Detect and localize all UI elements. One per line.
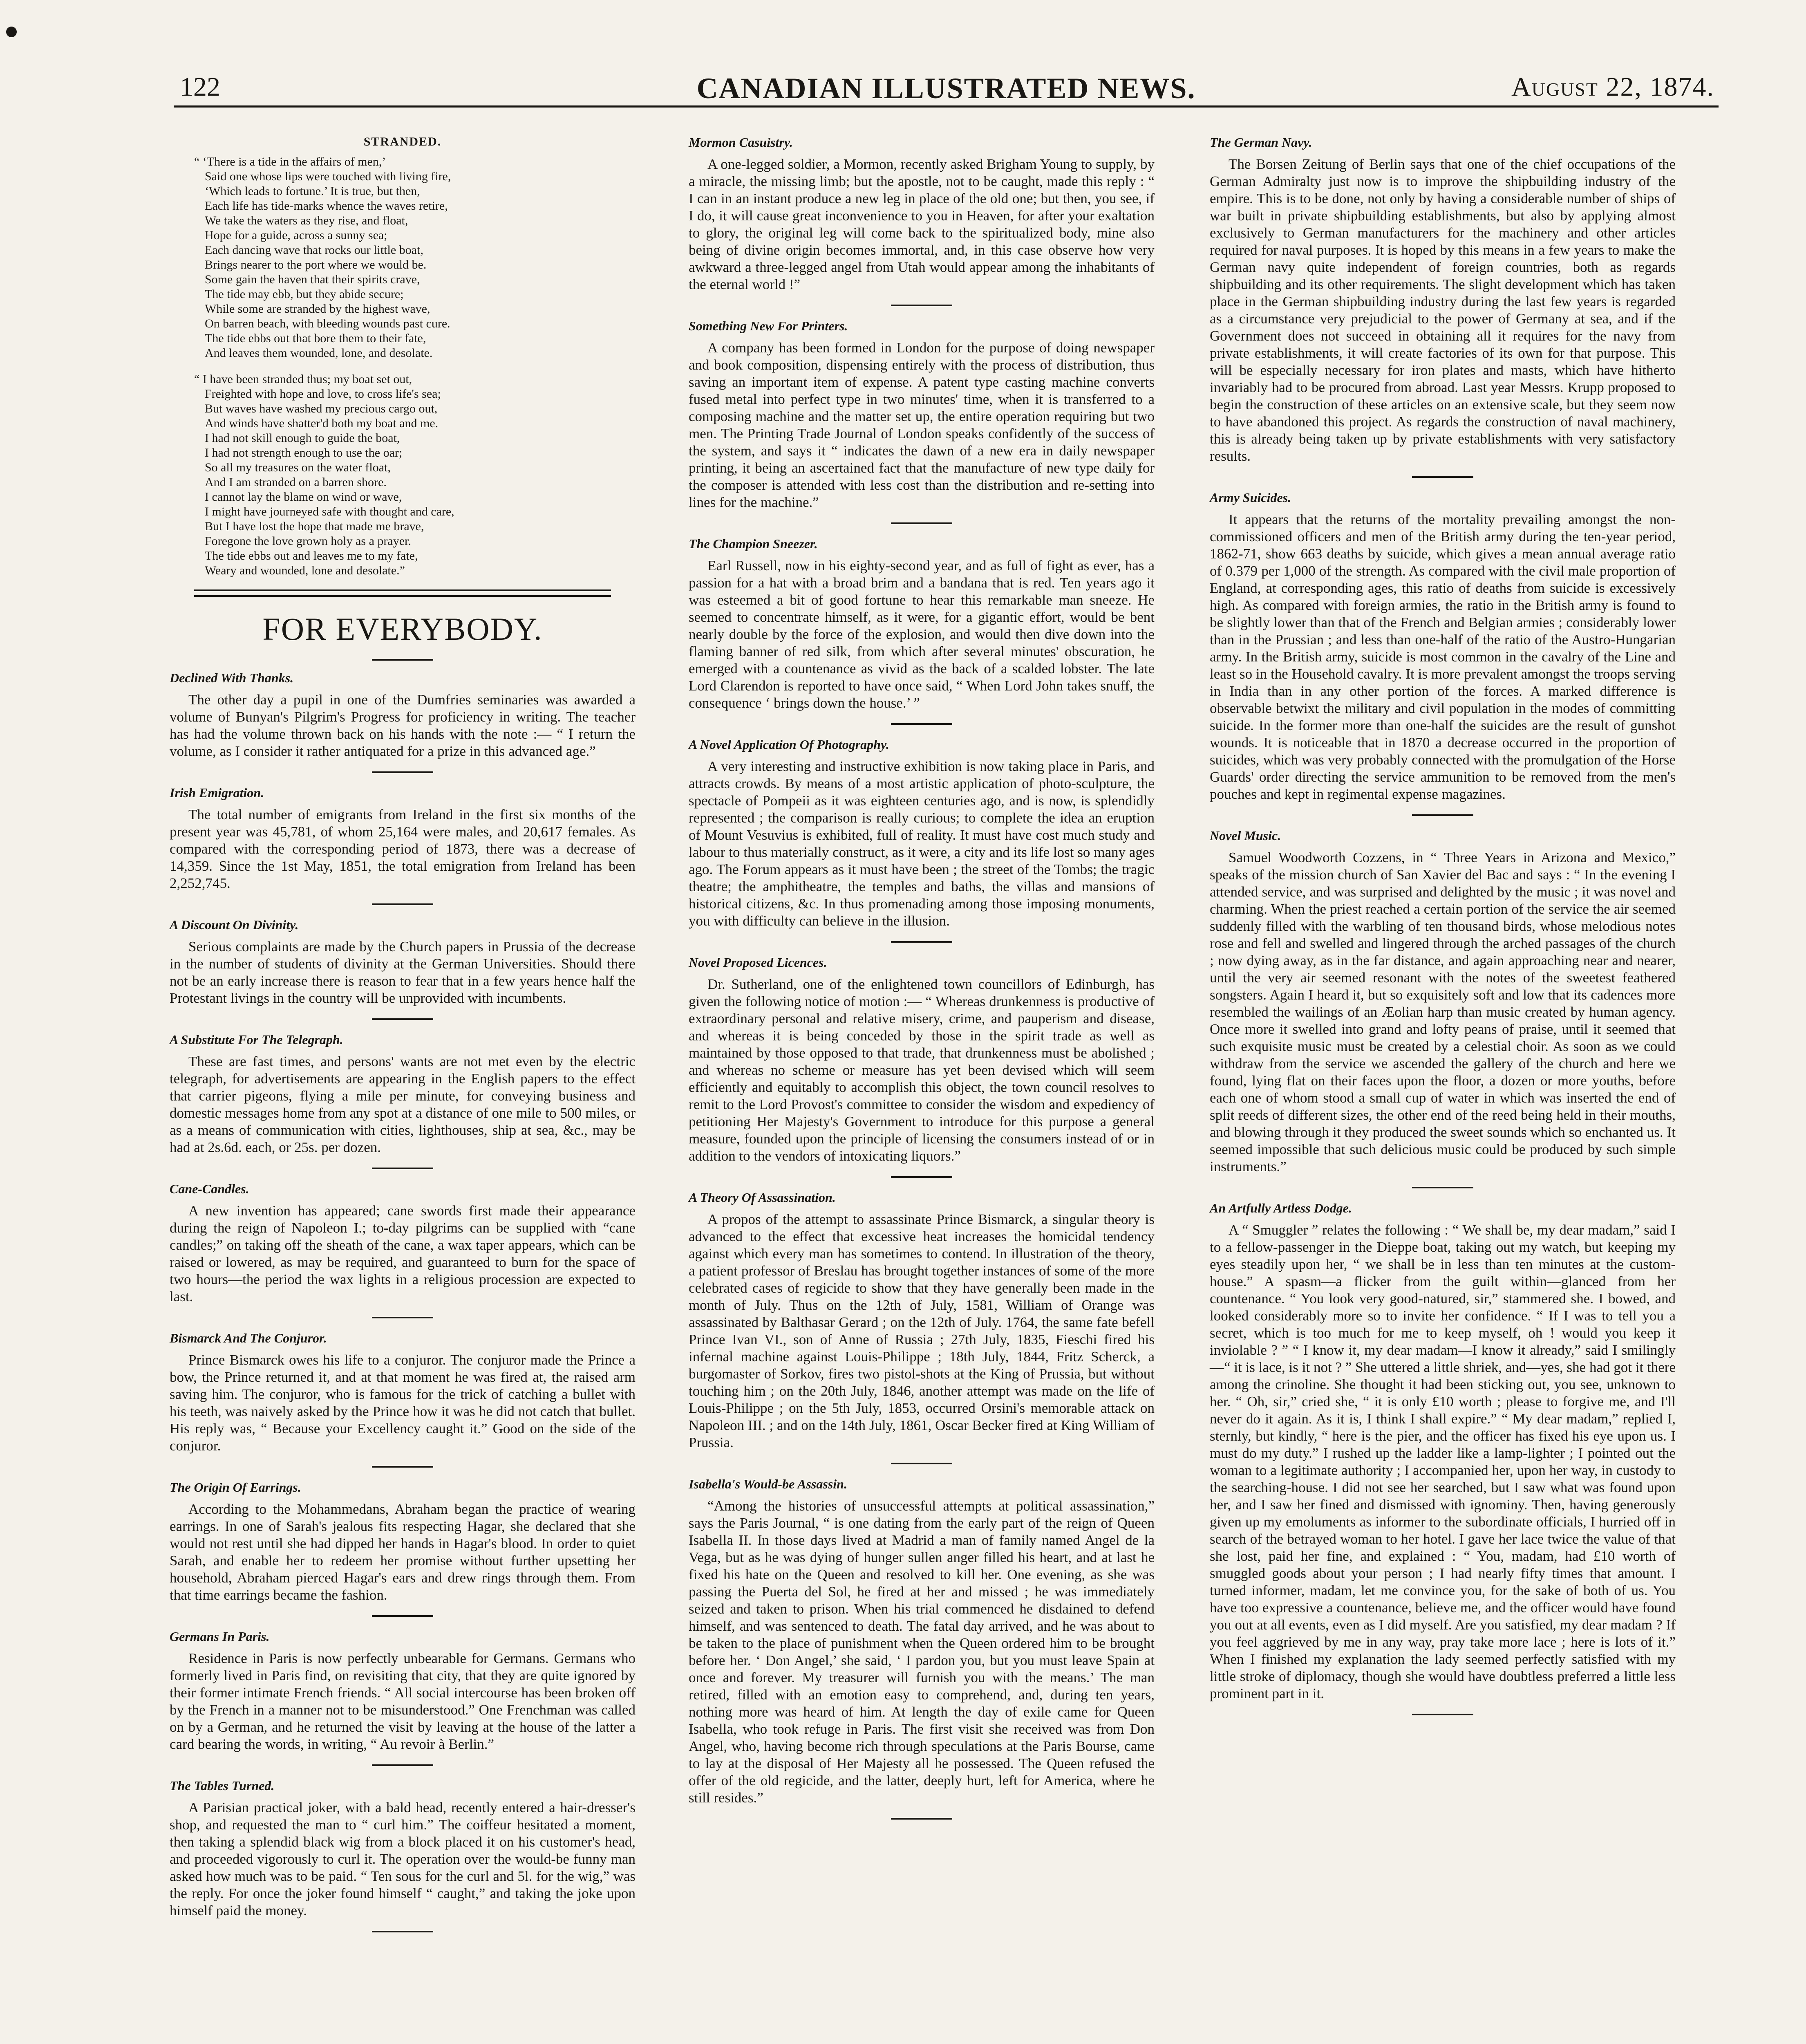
poem-line: Foregone the love grown holy as a prayer. [205, 534, 411, 548]
article-title: The Tables Turned. [170, 1778, 275, 1793]
rule [372, 1931, 433, 1932]
article [689, 1190, 1155, 1464]
column-2-articles [689, 135, 1155, 1820]
poem-line: And winds have shatter'd both my boat and me. [205, 417, 439, 430]
article-body: Prince Bismarck owes his life to a conjuror. The conjuror made the Prince a bow, the Prince returned it, and at that moment he was fired at, the raised arm saving him. The conjuror, who is famous for the trick of catching a bullet with his teeth, was naively asked by the Prince how it was he did not catch that bullet. His reply was, “ Because your Excellency caught it.” Good on the side of the conjuror. [170, 1352, 636, 1454]
poem-line: But I have lost the hope that made me brave, [205, 520, 424, 533]
article-body: “Among the histories of unsuccessful attempts at political assassination,” says the Paris Journal, “ is one dating from the early part of the reign of Queen Isabella II. In those days lived at Madrid a man of family named Angel de la Vega, but as he was dying of hunger sullen anger filled his heart, and at last he fixed his hate on the Queen and resolved to kill her. One evening, as she was passing the Puerta del Sol, he fired at her and missed ; he was immediately seized and taken to prison. When his trial commenced he disdained to defend himself, and was sentenced to death. The fatal day arrived, and he was about to be taken to the place of punishment when the Queen ordered him to be brought before her. ‘ Don Angel,’ she said, ‘ I pardon you, but you must leave Spain at once and forever. My treasurer will furnish you with the means.’ The man retired, filled with an emotion easy to comprehend, and, during ten years, nothing more was heard of him. At length the day of exile came for Queen Isabella, who took refuge in Paris. The first visit she received was from Don Angel, who, having become rich through speculations at the Paris Bourse, came to lay at the disposal of Her Majesty all he possessed. The Queen refused the offer of the old regicide, and the latter, deeply hurt, left for America, where he still resides.” [689, 1498, 1155, 1806]
rule [372, 1168, 433, 1169]
poem-line: Freighted with hope and love, to cross life's sea; [205, 387, 441, 401]
article [689, 1477, 1155, 1820]
article-body: Dr. Sutherland, one of the enlightened town councillors of Edinburgh, has given the following notice of motion :— “ Whereas drunkenness is productive of extraordinary personal and relative misery, crime, and pauperism and disease, and whereas it is being conceded by those in the spirit trade as well as maintained by those opposed to that trade, that drunkenness must be abolished ; and whereas no scheme or measure has yet been devised which will seem efficiently and equitably to accomplish this object, the town council resolves to remit to the Lord Provost's committee to consider the wisdom and expediency of petitioning Her Majesty's Government to introduce for this purpose a general measure, founded upon the principle of licensing the consumers instead of or in addition to the vendors of intoxicating liquors.” [689, 976, 1155, 1164]
page-number: 122 [180, 72, 220, 102]
poem-line: Hope for a guide, across a sunny sea; [205, 229, 387, 242]
poem-line: I had not strength enough to use the oar; [205, 446, 403, 459]
poem-line: While some are stranded by the highest wave, [205, 302, 430, 316]
rule [891, 1176, 952, 1178]
poem-title: STRANDED. [363, 135, 442, 148]
article-body: Earl Russell, now in his eighty-second year, and as full of fight as ever, has a passion for a hat with a broad brim and a bandana that is red. Ten years ago it was esteemed a bit of good fortune to hear this remarkable man sneeze. He seemed to concentrate himself, as it were, for a gigantic effort, would be bent nearly double by the force of the explosion, and would then dive down into the flaming banner of red silk, from which after several minutes' obscuration, he emerged with a countenance as vivid as the back of a scalded lobster. The late Lord Clarendon is reported to have once said, “ When Lord John takes snuff, the consequence ‘ brings down the house.’ ” [689, 558, 1155, 711]
article-title: Bismarck And The Conjuror. [170, 1331, 327, 1345]
rule [372, 1317, 433, 1318]
article-title: Isabella's Would-be Assassin. [689, 1477, 847, 1491]
article-body: Samuel Woodworth Cozzens, in “ Three Years in Arizona and Mexico,” speaks of the mission church of San Xavier del Bac and says : “ In the evening I attended service, and was surprised and delighted by the music ; it was novel and charming. When the priest reached a certain portion of the service the air seemed suddenly filled with the warbling of ten thousand birds, whose melodious notes rose and fell and swelled and lingered through the arched passages of the church ; now dying away, as in the far distance, and again approaching near and nearer, until the very air seemed resonant with the notes of the sweetest feathered songsters. Again I heard it, but so exquisitely soft and low that its cadences more resembled the wailings of an Æolian harp than music created by human agency. Once more it swelled into grand and lofty peans of praise, until it seemed that such exquisite music must be created by a celestial choir. As soon as we could withdraw from the service we ascended the gallery of the church and here we found, lying flat on their faces upon the floor, a dozen or more youths, before each one of whom stood a small cup of water in which was inserted the end of split reeds of different sizes, the other end of the reed being held in their mouths, and blowing through it they produced the sweet sounds which so enchanted us. It seemed impossible that such delicious music could be produced by such simple instruments.” [1210, 849, 1676, 1174]
article-body: A Parisian practical joker, with a bald head, recently entered a hair-dresser's shop, and requested the man to “ curl him.” The coiffeur hesitated a moment, then taking a splendid black wig from a block placed it on his customer's head, and proceeded vigorously to curl it. The operation over the would-be funny man asked how much was to be paid. “ Ten sous for the curl and 5l. for the wig,” was the reply. For once the joker found himself “ caught,” and taking the joke upon himself paid the money. [170, 1800, 636, 1918]
article-title: Mormon Casuistry. [689, 135, 793, 150]
article [689, 135, 1155, 306]
article-title: Declined With Thanks. [170, 670, 294, 685]
article-title: A Novel Application Of Photography. [689, 737, 889, 752]
rule [891, 1818, 952, 1820]
poem-line: And leaves them wounded, lone, and desolate. [205, 346, 433, 360]
column-3 [1210, 135, 1676, 1728]
column-1-articles [170, 670, 636, 1932]
article [170, 1032, 636, 1169]
column-3-articles [1210, 135, 1676, 1715]
article-body: The Borsen Zeitung of Berlin says that one of the chief occupations of the German Admiralty just now is to improve the shipbuilding industry of the empire. This is to be done, not only by having a considerable number of ships of war built in private shipbuilding establishments, but also by applying almost exclusively to German manufacturers for the machinery and other articles required for naval purposes. It is hoped by this means in a few years to make the German navy quite independent of foreign countries, both as regards shipbuilding and its other requirements. The slight development which has taken place in the German shipbuilding industry during the last few years is regarded as a circumstance very prejudicial to the power of Germany at sea, and if the Government does not succeed in obtaining all it requires for the navy from private establishments, it will create factories of its own for that purpose. This will be especially necessary for iron plates and masts, which have hitherto invariably had to be procured from abroad. Last year Messrs. Krupp proposed to begin the construction of these articles on an extensive scale, but they seem now to have abandoned this project. As regards the construction of naval machinery, this is already being taken up by private establishments with very satisfactory results. [1210, 156, 1676, 464]
column-2 [689, 135, 1155, 1832]
rule [372, 1018, 433, 1020]
poem-line: We take the waters as they rise, and float, [205, 214, 408, 227]
article-title: Irish Emigration. [170, 785, 264, 800]
poem-line: “ I have been stranded thus; my boat set out, [194, 372, 412, 386]
rule [1412, 476, 1473, 478]
poem-line: But waves have washed my precious cargo out, [205, 402, 438, 415]
poem-line: So all my treasures on the water float, [205, 461, 391, 474]
section-heading: FOR EVERYBODY. [262, 611, 543, 647]
article [170, 1480, 636, 1617]
article-title: A Theory Of Assassination. [689, 1190, 836, 1205]
article [170, 1778, 636, 1932]
article [689, 737, 1155, 943]
poem-stanza [170, 372, 636, 578]
article-title: Novel Music. [1210, 828, 1281, 843]
column-1 [170, 135, 636, 1945]
article-title: Novel Proposed Licences. [689, 955, 827, 970]
article [170, 1181, 636, 1318]
poem-line: Brings nearer to the port where we would be. [205, 258, 427, 271]
issue-date: August 22, 1874. [1511, 72, 1714, 102]
article-body: These are fast times, and persons' wants are not met even by the electric telegraph, for advertisements are appearing in the English papers to the effect that carrier pigeons, flying a mile per minute, for conveying business and domestic messages home from any spot at a distance of one mile to 500 miles, or as a means of communication with cities, lighthouses, ship at sea, &c., may be had at 2s.6d. each, or 25s. per dozen. [170, 1053, 636, 1155]
poem [170, 155, 636, 578]
article [170, 670, 636, 773]
poem-line: The tide may ebb, but they abide secure; [205, 287, 404, 301]
article-body: Serious complaints are made by the Church papers in Prussia of the decrease in the number of students of divinity at the German Universities. Should there not be an early increase there is reason to fear that in a few years hence half the Protestant livings in the country will be unprovided with incumbents. [170, 939, 636, 1006]
article-body: According to the Mohammedans, Abraham began the practice of wearing earrings. In one of Sarah's jealous fits respecting Hagar, she declared that she would not rest until she had dipped her hands in Hagar's blood. In order to quiet Sarah, and enable her to redeem her promise without further upsetting her household, Abraham pierced Hagar's ears and drew rings through them. From that time earrings became the fashion. [170, 1501, 636, 1603]
poem-line: Weary and wounded, lone and desolate.” [205, 564, 405, 577]
article-body: The other day a pupil in one of the Dumfries seminaries was awarded a volume of Bunyan's Pilgrim's Progress for proficiency in writing. The teacher has had the volume thrown back on his hands with the note :— “ I return the volume, as I consider it rather antiquated for a prize in this advanced age.” [170, 692, 636, 759]
article [170, 917, 636, 1020]
poem-line: ‘Which leads to fortune.’ It is true, but then, [205, 184, 420, 198]
poem-line: And I am stranded on a barren shore. [205, 475, 387, 489]
article [689, 536, 1155, 725]
rule [372, 903, 433, 905]
rule [891, 522, 952, 524]
article-title: The Champion Sneezer. [689, 536, 818, 551]
poem-line: The tide ebbs out and leaves me to my fate, [205, 549, 418, 563]
article-title: Cane-Candles. [170, 1181, 249, 1196]
article [689, 318, 1155, 524]
article-body: A new invention has appeared; cane swords first made their appearance during the reign of Napoleon I.; to-day pilgrims can be supplied with “cane candles;” on taking off the sheath of the cane, a wax taper appears, which can be raised or lowered, as may be required, and guaranteed to burn for the space of two hours—the period the wax lights in a religious procession are expected to last. [170, 1203, 636, 1304]
poem-stanza [170, 155, 636, 361]
article [1210, 828, 1676, 1188]
rule [891, 1463, 952, 1464]
article [170, 1629, 636, 1766]
poem-line: Each life has tide-marks whence the waves retire, [205, 199, 448, 213]
poem-line: I might have journeyed safe with thought and care, [205, 505, 454, 518]
header-rule [174, 105, 1719, 108]
article-title: A Discount On Divinity. [170, 917, 299, 932]
poem-line: The tide ebbs out that bore them to their fate, [205, 332, 426, 345]
article [1210, 490, 1676, 816]
article-body: A propos of the attempt to assassinate Prince Bismarck, a singular theory is advanced to the effect that excessive heat increases the homicidal tendency against which every man has sometimes to contend. In illustration of the theory, a patient professor of Breslau has brought together instances of some of the more celebrated cases of regicide to show that they have generally been made in the month of July. Thus on the 12th of July, 1581, William of Orange was assassinated by Balthasar Gerard ; on the 12th of July. 1764, the same fate befell Prince Ivan VI., son of Anne of Russia ; 27th July, 1835, Fieschi fired his infernal machine against Louis-Philippe ; 18th July, 1844, Fritz Scherck, a burgomaster of Sorkov, fires two pistol-shots at the King of Prussia, but without touching him ; on the 20th July, 1846, another attempt was made on the life of Louis-Philippe ; on the 5th July, 1853, occurred Orsini's memorable attack on Napoleon III. ; and on the 14th July, 1861, Oscar Becker fired at King William of Prussia. [689, 1211, 1155, 1450]
article-body: It appears that the returns of the mortality prevailing amongst the non-commissioned officers and men of the British army during the ten-year period, 1862-71, show 663 deaths by suicide, which gives a mean annual average ratio of 0.379 per 1,000 of the strength. As compared with the civil male proportion of England, at corresponding ages, this ratio of deaths from suicide is excessively high. As compared with foreign armies, the ratio in the British army is found to be slightly lower than that of the French and Belgian armies ; considerably lower than in the Prussian ; and less than one-half of the ratio of the Austro-Hungarian army. In the British army, suicide is most common in the cavalry of the Line and least so in the Household cavalry. It is more prevalent amongst the troops serving in India than in any other portion of the forces. A marked difference is observable betwixt the military and civil population in the modes of committing suicide. In the former more than one-half the suicides are the result of gunshot wounds. It is noticeable that in 1870 a decrease occurred in the proportion of suicides, which was very probably connected with the promulgation of the Horse Guards' order directing the service ammunition to be removed from the men's pouches and kept in regimental expense magazines. [1210, 511, 1676, 802]
article-body: The total number of emigrants from Ireland in the first six months of the present year was 45,781, of whom 25,164 were males, and 20,617 females. As compared with the corresponding period of 1873, there was a decrease of 14,359. Since the 1st May, 1851, the total emigration from Ireland has been 2,252,745. [170, 807, 636, 891]
poem-line: Some gain the haven that their spirits crave, [205, 273, 420, 286]
page-header [174, 72, 1719, 108]
margin-dot [6, 27, 17, 37]
article-body: A “ Smuggler ” relates the following : “ We shall be, my dear madam,” said I to a fellow-passenger in the Dieppe boat, taking out my watch, but keeping my eyes steadily upon her, “ we shall be in less than ten minutes at the custom-house.” A spasm—a flicker from the guilt within—glanced from her countenance. “ You look very good-natured, sir,” stammered she. I bowed, and looked considerably more so to invite her confidence. “ If I was to tell you a secret, which is too much for me to keep myself, oh ! would you keep it inviolable ? ” “ I know it, my dear madam—I know it already,” said I smilingly—“ it is lace, is it not ? ” She uttered a little shriek, and—yes, she had got it there among the crinoline. She thought it had been sticking out, you see, unknown to her. “ Oh, sir,” cried she, “ it is only £10 worth ; please to forgive me, and I'll never do it again. As it is, I think I shall expire.” “ My dear madam,” replied I, sternly, but kindly, “ here is the pier, and the officer has fixed his eye upon us. I must do my duty.” I rushed up the ladder like a lamp-lighter ; I pointed out the woman to a legitimate authority ; I accompanied her, upon her way, in custody to the searching-house. I did not see her searched, but I saw what was found upon her, and I saw her fined and dismissed with ignominy. Then, having generously given up my emoluments as informer to the subordinate officials, I hurried off in search of the betrayed woman to her hotel. I gave her lace twice the value of that she lost, paid her fine, and explained : “ You, madam, had £10 worth of smuggled goods about your person ; I had nearly fifty times that amount. I turned informer, madam, let me convince you, for the sake of both of us. You have too expressive a countenance, believe me, and the officer would have found you out at all events, even as I did myself. Are you satisfied, my dear madam ? If you feel aggrieved by me in any way, pray take more lace ; here is lots of it.” When I finished my explanation the lady seemed perfectly satisfied with my little stroke of diplomacy, though she would have doubtless preferred a little less prominent part in it. [1210, 1222, 1676, 1701]
poem-line: I had not skill enough to guide the boat, [205, 431, 400, 445]
article-title: The German Navy. [1210, 135, 1312, 150]
poem-line: Each dancing wave that rocks our little boat, [205, 243, 423, 257]
double-rule [194, 589, 611, 597]
article [170, 1331, 636, 1468]
article-title: Germans In Paris. [170, 1629, 270, 1644]
poem-line: On barren beach, with bleeding wounds past cure. [205, 317, 450, 330]
article-title: An Artfully Artless Dodge. [1210, 1201, 1352, 1215]
article-title: Something New For Printers. [689, 318, 848, 333]
rule [1412, 1187, 1473, 1188]
rule [372, 1764, 433, 1766]
article-body: A company has been formed in London for the purpose of doing newspaper and book composition, dispensing entirely with the process of distribution, thus saving an important item of expense. A patent type casting machine converts fused metal into perfect type in two minutes' time, when it is transferred to a composing machine and the matter set up, the entire operation requiring but two men. The Printing Trade Journal of London speaks confidently of the success of the system, and says it “ indicates the dawn of a new era in daily newspaper printing, it being an ascertained fact that the manufacture of new type daily for the composer is attended with less cost than the distribution and re-setting into lines for the machine.” [689, 340, 1155, 510]
article-body: Residence in Paris is now perfectly unbearable for Germans. Germans who formerly lived in Paris find, on revisiting that city, that they are quite ignored by their former intimate French friends. “ All social intercourse has been broken off by the French in a manner not to be misunderstood.” One Frenchman was called on by a German, and he returned the visit by leaving at the house of the latter a card bearing the words, in writing, “ Au revoir à Berlin.” [170, 1650, 636, 1752]
article-body: A one-legged soldier, a Mormon, recently asked Brigham Young to supply, by a miracle, the missing limb; but the apostle, not to be caught, made this reply : “ I can in an instant produce a new leg in place of the old one; but then, you see, if I do, it will cause great inconvenience to you in Heaven, for after your exaltation to glory, the original leg will come back to the spiritualized body, mine also being of divine origin becomes immortal, and, in this case observe how very awkward a three-legged angel from Utah would appear among the inhabitants of the eternal world !” [689, 156, 1155, 292]
rule [1412, 1714, 1473, 1715]
rule [372, 771, 433, 773]
article-title: Army Suicides. [1210, 490, 1291, 505]
rule [891, 723, 952, 725]
poem-line: Said one whose lips were touched with living fire, [205, 170, 451, 183]
article-title: A Substitute For The Telegraph. [170, 1032, 343, 1047]
poem-line: “ ‘There is a tide in the affairs of men,’ [194, 155, 386, 168]
rule [1412, 814, 1473, 816]
poem-line: I cannot lay the blame on wind or wave, [205, 490, 402, 504]
article-title: The Origin Of Earrings. [170, 1480, 301, 1495]
rule [891, 941, 952, 943]
rule [372, 659, 433, 661]
rule [372, 1615, 433, 1617]
article [689, 955, 1155, 1178]
article-body: A very interesting and instructive exhibition is now taking place in Paris, and attracts crowds. By means of a most artistic application of photo-sculpture, the spectacle of Pompeii as it was eighteen centuries ago, and is now, is splendidly represented ; the comparison is really curious; to complete the idea an eruption of Mount Vesuvius is exhibited, full of reality. It must have cost much study and labour to thus materially construct, as it were, a city and its life lost so many ages ago. The Forum appears as it must have been ; the street of the Tombs; the tragic theatre; the amphitheatre, the temples and baths, the villas and mansions of historical citizens, &c. In thus promenading among those imposing monuments, you with difficulty can believe in the illusion. [689, 758, 1155, 929]
publication-title: CANADIAN ILLUSTRATED NEWS. [696, 72, 1196, 105]
rule [891, 305, 952, 306]
article [170, 785, 636, 905]
article [1210, 135, 1676, 478]
rule [372, 1466, 433, 1468]
article [1210, 1201, 1676, 1715]
